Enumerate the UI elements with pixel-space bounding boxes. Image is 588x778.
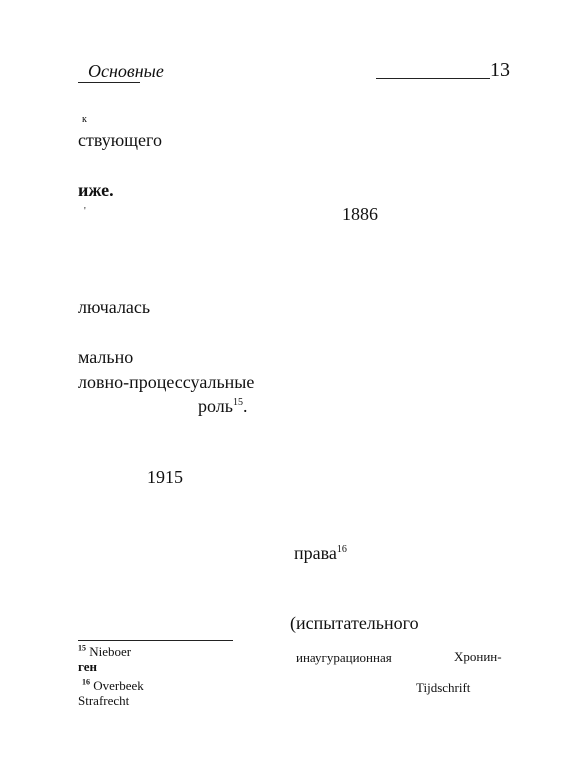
header-rule-left: [78, 82, 140, 83]
year-1915: 1915: [147, 467, 183, 487]
text-fragment-7-word: права: [294, 543, 337, 563]
footnote-rule: [78, 640, 233, 641]
margin-mark: ': [84, 206, 86, 217]
footnote-16: [82, 679, 144, 692]
footnote-15-author: Nieboer: [89, 644, 132, 659]
footnote-15-number: 15: [78, 643, 86, 653]
year-1886: 1886: [342, 204, 378, 224]
footnote-16-continuation: Strafrecht: [78, 693, 130, 708]
footnote-ref-15: 15: [232, 397, 243, 408]
running-header-title: Основные: [88, 61, 164, 81]
footnote-ref-16: 16: [336, 544, 347, 555]
text-fragment-8: (испытательного: [290, 613, 419, 633]
margin-mark: к: [82, 114, 87, 125]
footnote-15-mid: инаугурационная: [296, 650, 392, 665]
text-fragment-4: мально: [78, 347, 134, 367]
footnote-15: [78, 645, 131, 658]
footnote-15-right: Хронин-: [454, 649, 502, 664]
footnote-16-number: 16: [82, 677, 90, 687]
text-fragment-6: [198, 397, 247, 415]
text-fragment-3: лючалась: [78, 297, 151, 317]
page-number: 13: [490, 59, 510, 81]
text-fragment-1: ствующего: [78, 130, 162, 150]
header-rule-right: [376, 78, 490, 79]
text-fragment-5: ловно-процессуальные: [78, 372, 255, 392]
text-fragment-6-tail: .: [242, 396, 248, 416]
text-fragment-7: [294, 544, 347, 562]
footnote-15-continuation: ген: [78, 659, 97, 674]
text-fragment-6-word: роль: [198, 396, 233, 416]
footnote-16-right: Tijdschrift: [416, 680, 471, 695]
footnote-16-author: Overbeek: [93, 678, 144, 693]
text-fragment-2: иже.: [78, 180, 114, 200]
